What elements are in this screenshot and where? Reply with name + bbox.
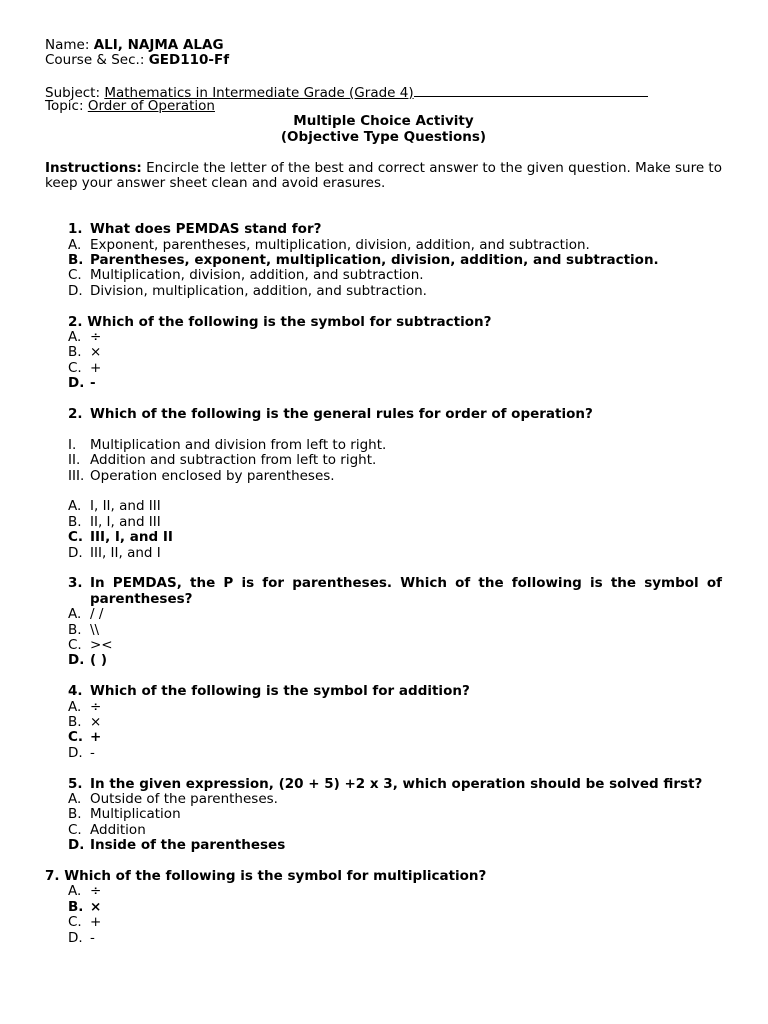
activity-title: Multiple Choice Activity	[293, 113, 474, 130]
q2-option-d[interactable]: D. -	[68, 375, 96, 392]
question-6	[45, 777, 722, 792]
topic-label: Topic:	[45, 97, 84, 114]
q7-option-a[interactable]: A. ÷	[68, 883, 102, 900]
q4-option-a[interactable]: A. / /	[68, 606, 104, 623]
question-2	[45, 315, 722, 330]
instructions	[45, 161, 722, 192]
q3-option-c[interactable]: C. III, I, and II	[68, 529, 173, 546]
instructions-label: Instructions:	[45, 159, 142, 176]
q3-statement-2: II. Addition and subtraction from left to right.	[68, 452, 377, 469]
question-7	[45, 869, 722, 884]
course-label: Course & Sec.:	[45, 52, 145, 69]
question-3	[45, 407, 722, 422]
q7-option-b[interactable]: B. ×	[68, 898, 102, 915]
q6-option-d[interactable]: D. Inside of the parentheses	[68, 837, 286, 854]
q5-option-a[interactable]: A. ÷	[68, 698, 102, 715]
q1-option-a[interactable]: A. Exponent, parentheses, multiplication, division, addition, and subtraction.	[68, 236, 590, 253]
q1-option-b[interactable]: B. Parentheses, exponent, multiplication, division, addition, and subtraction.	[68, 251, 659, 268]
subject-line	[45, 84, 722, 99]
question-text: 2. Which of the following is the symbol for subtraction?	[68, 313, 492, 330]
student-name: ALI, NAJMA ALAG	[93, 37, 224, 53]
q3-option-a[interactable]: A. I, II, and III	[68, 498, 161, 515]
question-number: 7.	[45, 868, 60, 885]
q3-option-d[interactable]: D. III, II, and I	[68, 544, 161, 561]
question-number: 5.	[68, 775, 83, 792]
question-text: Which of the following is the symbol for multiplication?	[64, 868, 487, 885]
q1-option-c[interactable]: C. Multiplication, division, addition, and subtraction.	[68, 267, 424, 284]
q5-option-c[interactable]: C. +	[68, 729, 102, 746]
question-text: In the given expression, (20 + 5) +2 x 3, which operation should be solved first?	[90, 775, 703, 792]
topic-line	[45, 99, 722, 114]
q1-option-d[interactable]: D. Division, multiplication, addition, and subtraction.	[68, 282, 427, 299]
q6-option-a[interactable]: A. Outside of the parentheses.	[68, 791, 278, 808]
subject-label: Subject:	[45, 84, 101, 101]
activity-subtitle: (Objective Type Questions)	[280, 128, 487, 145]
question-number: 2.	[68, 405, 83, 422]
course-line	[45, 53, 722, 68]
subject-underline	[414, 84, 648, 97]
q3-option-b[interactable]: B. II, I, and III	[68, 513, 161, 530]
q7-option-c[interactable]: C. +	[68, 914, 102, 931]
course-section: GED110-Ff	[148, 52, 230, 69]
q4-option-c[interactable]: C. ><	[68, 637, 113, 654]
subject-value: Mathematics in Intermediate Grade (Grade 4)	[104, 84, 414, 101]
question-4	[45, 576, 722, 607]
answer-sheet	[45, 38, 722, 946]
question-1	[45, 222, 722, 237]
topic-value: Order of Operation	[87, 97, 215, 114]
q6-option-b[interactable]: B. Multiplication	[68, 806, 181, 823]
q5-option-b[interactable]: B. ×	[68, 714, 102, 731]
question-text: In PEMDAS, the P is for parentheses. Which of the following is the symbol of parentheses?	[90, 575, 722, 607]
q6-option-c[interactable]: C. Addition	[68, 821, 146, 838]
q3-statement-3: III. Operation enclosed by parentheses.	[68, 467, 335, 484]
q2-option-b[interactable]: B. ×	[68, 344, 102, 361]
q7-option-d[interactable]: D. -	[68, 929, 95, 946]
name-label: Name:	[45, 37, 90, 53]
question-5	[45, 684, 722, 699]
q4-option-d[interactable]: D. ( )	[68, 652, 108, 669]
q2-option-c[interactable]: C. +	[68, 359, 102, 376]
question-number: 4.	[68, 683, 83, 700]
q5-option-d[interactable]: D. -	[68, 744, 95, 761]
question-number: 1.	[68, 221, 83, 238]
question-text: Which of the following is the symbol for addition?	[90, 683, 470, 700]
instructions-text: Encircle the letter of the best and correct answer to the given question. Make sure to keep your answer sheet clean and avoid erasures.	[45, 159, 722, 191]
question-text: What does PEMDAS stand for?	[90, 221, 322, 238]
q4-option-b[interactable]: B. \\	[68, 621, 100, 638]
q3-statement-1: I. Multiplication and division from left to right.	[68, 436, 387, 453]
question-number: 3.	[68, 575, 83, 592]
question-text: Which of the following is the general rules for order of operation?	[90, 405, 593, 422]
name-line	[45, 38, 722, 53]
q2-option-a[interactable]: A. ÷	[68, 328, 102, 345]
